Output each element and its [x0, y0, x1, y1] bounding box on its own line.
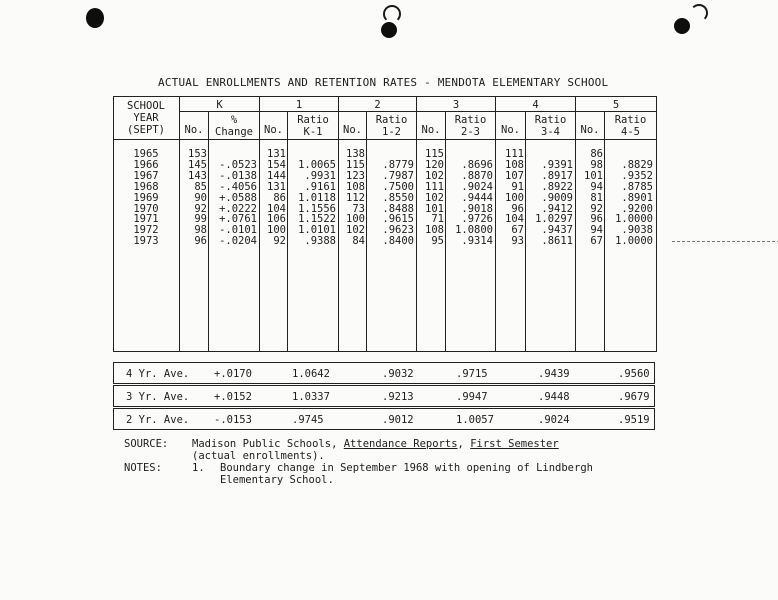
source-line-2: (actual enrollments).	[192, 450, 325, 462]
grade-1-header: 1	[295, 99, 303, 111]
table-cell: 154	[267, 158, 286, 171]
ratio-k1-column	[288, 149, 336, 247]
table-cell: .8611	[541, 235, 573, 248]
g2-no-column	[339, 149, 365, 247]
table-cell: +.0222	[219, 202, 257, 215]
average-ratio-k1: 1.0642	[292, 368, 330, 380]
average-row	[113, 385, 655, 407]
g5-no-column	[576, 149, 603, 247]
table-cell: .8829	[621, 158, 653, 171]
table-cell: 98	[194, 224, 207, 237]
table-cell: 108	[346, 180, 365, 193]
average-ratio-23: 1.0057	[456, 414, 494, 426]
table-cell: .9615	[382, 213, 414, 226]
table-cell: 1.1522	[298, 213, 336, 226]
source-semester: First Semester	[470, 438, 559, 450]
table-cell: -.0523	[219, 158, 257, 171]
table-cell: .9200	[621, 202, 653, 215]
g5-no-header: No.	[580, 124, 600, 136]
average-label: 2 Yr. Ave.	[126, 414, 190, 426]
table-cell: 1969	[133, 191, 159, 204]
table-cell: 67	[590, 235, 603, 248]
table-cell: .9352	[621, 169, 653, 182]
notes-line-1: Boundary change in September 1968 with opening of Lindbergh	[220, 462, 593, 474]
table-cell: 106	[267, 213, 286, 226]
table-cell: .9444	[461, 191, 493, 204]
k-change-column	[209, 149, 257, 247]
average-k-change: -.0153	[214, 414, 252, 426]
grade-5-header: 5	[612, 99, 620, 111]
table-cell: 1.0800	[455, 224, 493, 237]
average-row	[113, 362, 655, 384]
notes-label: NOTES:	[124, 462, 162, 474]
table-cell: 120	[425, 158, 444, 171]
table-cell: .9391	[541, 158, 573, 171]
table-cell: 102	[346, 224, 365, 237]
table-cell: 1970	[133, 202, 159, 215]
table-cell: 1.0297	[535, 213, 573, 226]
g4-no-column	[496, 149, 524, 247]
table-cell: 1.0000	[615, 235, 653, 248]
table-cell: .8922	[541, 180, 573, 193]
table-cell: 108	[425, 224, 444, 237]
table-cell: .8779	[382, 158, 414, 171]
average-ratio-k1: 1.0337	[292, 391, 330, 403]
document-title: ACTUAL ENROLLMENTS AND RETENTION RATES - MENDOTA ELEMENTARY SCHOOL	[158, 76, 609, 89]
k-no-column	[180, 149, 207, 247]
table-cell: .7500	[382, 180, 414, 193]
average-ratio-12: .9012	[382, 414, 414, 426]
punch-hole-left	[86, 8, 104, 28]
average-row	[113, 408, 655, 430]
table-cell: 1.0101	[298, 224, 336, 237]
table-cell: -.4056	[219, 180, 257, 193]
table-cell: 101	[584, 169, 603, 182]
table-cell: .9412	[541, 202, 573, 215]
table-cell: 1.0065	[298, 158, 336, 171]
table-cell: 111	[425, 180, 444, 193]
g4-no-header: No.	[501, 124, 520, 136]
table-cell: 1973	[133, 235, 159, 248]
average-ratio-34: .9024	[538, 414, 570, 426]
source-publisher: Madison Public Schools,	[192, 438, 338, 450]
table-cell: .8785	[621, 180, 653, 193]
table-cell: 145	[188, 158, 207, 171]
average-label: 3 Yr. Ave.	[126, 391, 190, 403]
table-cell: 90	[194, 191, 207, 204]
table-cell: 101	[425, 202, 444, 215]
table-cell: 144	[267, 169, 286, 182]
table-cell: 96	[590, 213, 603, 226]
average-ratio-45: .9679	[618, 391, 650, 403]
header-grade-rule	[179, 111, 656, 112]
g3-no-header: No.	[421, 124, 441, 136]
ratio-23-header: Ratio 2-3	[454, 114, 487, 138]
table-cell: -.0101	[219, 224, 257, 237]
table-cell: 95	[431, 235, 444, 248]
table-cell: 71	[431, 213, 444, 226]
grade-4-header: 4	[532, 99, 539, 111]
table-cell: 1966	[133, 158, 159, 171]
table-cell: 84	[352, 235, 365, 248]
table-cell: 92	[273, 235, 286, 248]
source-label: SOURCE:	[124, 438, 169, 450]
table-cell: 131	[267, 180, 286, 193]
grade-3-header: 3	[452, 99, 460, 111]
punch-hole-center	[381, 22, 397, 38]
table-cell: .8550	[382, 191, 414, 204]
average-ratio-12: .9213	[382, 391, 414, 403]
table-cell: .8870	[461, 169, 493, 182]
average-ratio-45: .9560	[618, 368, 650, 380]
table-cell: 92	[590, 202, 603, 215]
notes-number: 1.	[192, 462, 205, 474]
g1-no-column	[260, 149, 286, 247]
table-cell: 96	[511, 202, 524, 215]
table-cell: .9437	[541, 224, 573, 237]
average-ratio-k1: .9745	[292, 414, 324, 426]
table-cell: .9931	[304, 169, 336, 182]
ratio-34-header: Ratio 3-4	[534, 114, 567, 138]
g1-no-header: No.	[264, 124, 283, 136]
table-cell: 85	[194, 180, 207, 193]
table-cell: 115	[346, 158, 365, 171]
average-ratio-23: .9947	[456, 391, 488, 403]
g2-no-header: No.	[343, 124, 362, 136]
average-ratio-23: .9715	[456, 368, 488, 380]
table-cell: 1968	[133, 180, 159, 193]
table-cell: +.0761	[219, 213, 257, 226]
table-cell: 104	[505, 213, 524, 226]
g3-no-column	[417, 149, 444, 247]
table-cell: 143	[188, 169, 207, 182]
table-cell: 123	[346, 169, 365, 182]
table-cell: 1.0118	[298, 191, 336, 204]
table-cell: .7987	[382, 169, 414, 182]
table-cell: 1972	[133, 224, 159, 237]
grade-k-header: K	[216, 99, 223, 111]
school-year-header: SCHOOL YEAR (SEPT)	[127, 100, 165, 136]
punch-ring-right	[690, 4, 708, 22]
table-cell: .8917	[541, 169, 573, 182]
table-cell: 92	[194, 202, 207, 215]
table-cell: 115	[425, 148, 444, 160]
grade-2-header: 2	[374, 99, 381, 111]
table-cell: .8696	[461, 158, 493, 171]
ratio-45-column	[605, 149, 653, 247]
table-cell: 73	[352, 202, 365, 215]
table-cell: 96	[194, 235, 207, 248]
average-k-change: +.0170	[214, 368, 252, 380]
table-cell: 112	[346, 191, 365, 204]
table-cell: .9024	[461, 180, 493, 193]
table-cell: 86	[273, 191, 286, 204]
table-cell: 1.0000	[615, 213, 653, 226]
table-cell: 93	[511, 235, 524, 248]
table-cell: 98	[590, 158, 603, 171]
source-line-1	[192, 438, 559, 450]
source-report-title: Attendance Reports	[343, 438, 458, 450]
scan-dash-mark	[672, 241, 778, 242]
table-cell: -.0204	[219, 235, 257, 248]
ratio-34-column	[526, 149, 573, 247]
table-cell: .9314	[461, 235, 493, 248]
table-cell: .9161	[304, 180, 336, 193]
table-cell: 1965	[133, 148, 159, 160]
punch-hole-right	[674, 18, 690, 34]
table-cell: +.0588	[219, 191, 257, 204]
table-cell: 1967	[133, 169, 159, 182]
table-cell: 100	[505, 191, 524, 204]
table-cell: 67	[511, 224, 524, 237]
table-cell: 100	[267, 224, 286, 237]
ratio-23-column	[446, 149, 493, 247]
punch-ring-center	[383, 5, 401, 23]
table-cell: .9726	[461, 213, 493, 226]
table-cell: .9009	[541, 191, 573, 204]
ratio-45-header: Ratio 4-5	[614, 114, 647, 138]
notes-line-2: Elementary School.	[220, 474, 334, 486]
k-no-header: No.	[184, 124, 204, 136]
year-column	[114, 149, 178, 247]
ratio-12-header: Ratio 1-2	[375, 114, 408, 138]
ratio-k1-header: Ratio K-1	[297, 114, 329, 138]
table-cell: 91	[511, 180, 524, 193]
table-cell: 102	[425, 169, 444, 182]
average-ratio-12: .9032	[382, 368, 414, 380]
table-cell: 94	[590, 180, 603, 193]
table-cell: 138	[346, 148, 365, 160]
table-cell: 81	[590, 191, 603, 204]
table-cell: 1.1556	[298, 202, 336, 215]
average-label: 4 Yr. Ave.	[126, 368, 190, 380]
table-cell: .8901	[621, 191, 653, 204]
table-cell: .9388	[304, 235, 336, 248]
table-cell: -.0138	[219, 169, 257, 182]
k-change-header: % Change	[215, 114, 253, 138]
table-cell: .9018	[461, 202, 493, 215]
average-ratio-45: .9519	[618, 414, 650, 426]
table-cell: 153	[188, 148, 207, 160]
table-cell: 104	[267, 202, 286, 215]
average-ratio-34: .9448	[538, 391, 570, 403]
table-cell: 102	[425, 191, 444, 204]
average-k-change: +.0152	[214, 391, 252, 403]
table-cell: .8400	[382, 235, 414, 248]
table-cell: 131	[267, 148, 286, 160]
table-cell: 1971	[133, 213, 159, 226]
table-cell: .8488	[382, 202, 414, 215]
table-cell: .9038	[621, 224, 653, 237]
source-separator: ,	[457, 438, 464, 450]
table-cell: 86	[590, 148, 603, 160]
table-cell: 108	[505, 158, 524, 171]
average-ratio-34: .9439	[538, 368, 570, 380]
table-cell: .9623	[382, 224, 414, 237]
table-cell: 94	[590, 224, 603, 237]
table-cell: 99	[194, 213, 207, 226]
table-cell: 111	[505, 148, 524, 160]
ratio-12-column	[367, 149, 414, 247]
table-cell: 100	[346, 213, 365, 226]
table-cell: 107	[505, 169, 524, 182]
